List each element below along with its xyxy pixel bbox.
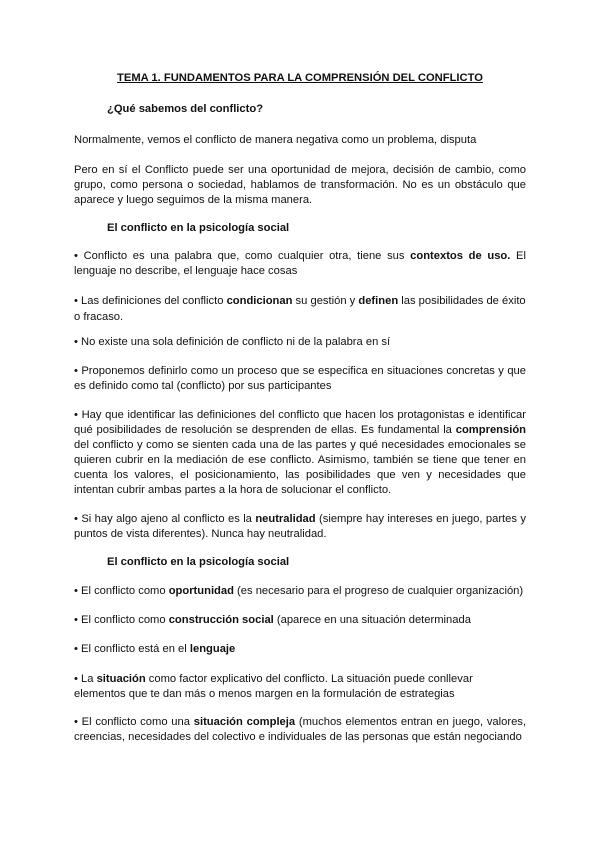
bullet-situacion: • La situación como factor explicativo del conflicto. La situación puede conllevar elementos que te dan más o menos margen en la formulación de estrategias: [74, 673, 473, 700]
bullet-lenguaje: • El conflicto está en el lenguaje: [74, 643, 236, 655]
bullet-oportunidad: • El conflicto como oportunidad (es necesario para el progreso de cualquier organización): [74, 585, 524, 597]
paragraph-2: Pero en sí el Conflicto puede ser una oportunidad de mejora, decisión de cambio, como grupo, como persona o sociedad, hablamos de transformación. No es un obstáculo que aparece y luego seguimos de la misma manera.: [74, 164, 526, 206]
bullet-identificar: • Hay que identificar las definiciones del conflicto que hacen los protagonistas e identificar qué posibilidades de resolución se desprenden de ellas. Es fundamental la comprensión del conflicto y como se sienten cada una de las partes y qué necesidades emocionales se quieren cubrir en la mediación de ese conflicto. Asimismo, también se tiene que tener en cuenta los valores, el posicionamiento, las posibilidades que ven y necesidades que intentan cubrir ambas partes a la hora de solucionar el conflicto.: [74, 409, 526, 496]
bullet-construccion-social: • El conflicto como construcción social (aparece en una situación determinada: [74, 614, 471, 626]
page-title: TEMA 1. FUNDAMENTOS PARA LA COMPRENSIÓN DEL CONFLICTO: [117, 72, 483, 84]
bullet-no-existe: • No existe una sola definición de conflicto ni de la palabra en sí: [74, 336, 391, 348]
bullet-contextos: • Conflicto es una palabra que, como cualquier otra, tiene sus contextos de uso. El lenguaje no describe, el lenguaje hace cosas: [74, 250, 526, 277]
bullet-neutralidad: • Si hay algo ajeno al conflicto es la neutralidad (siempre hay intereses en juego, partes y puntos de vista diferentes). Nunca hay neutralidad.: [74, 513, 526, 540]
bullet-situacion-compleja: • El conflicto como una situación compleja (muchos elementos entran en juego, valores, creencias, necesidades del colectivo e individuales de las personas que están negociando: [74, 716, 526, 743]
section-heading-2: El conflicto en la psicología social: [107, 556, 290, 568]
bullet-definiciones: • Las definiciones del conflicto condicionan su gestión y definen las posibilidades de éxito o fracaso.: [74, 295, 526, 323]
paragraph-1: Normalmente, vemos el conflicto de manera negativa como un problema, disputa: [74, 134, 477, 146]
section-heading-1: El conflicto en la psicología social: [107, 222, 290, 234]
question-heading: ¿Qué sabemos del conflicto?: [107, 103, 264, 115]
bullet-proponemos: • Proponemos definirlo como un proceso que se especifica en situaciones concretas y que es definido como tal (conflicto) por sus participantes: [74, 365, 526, 392]
